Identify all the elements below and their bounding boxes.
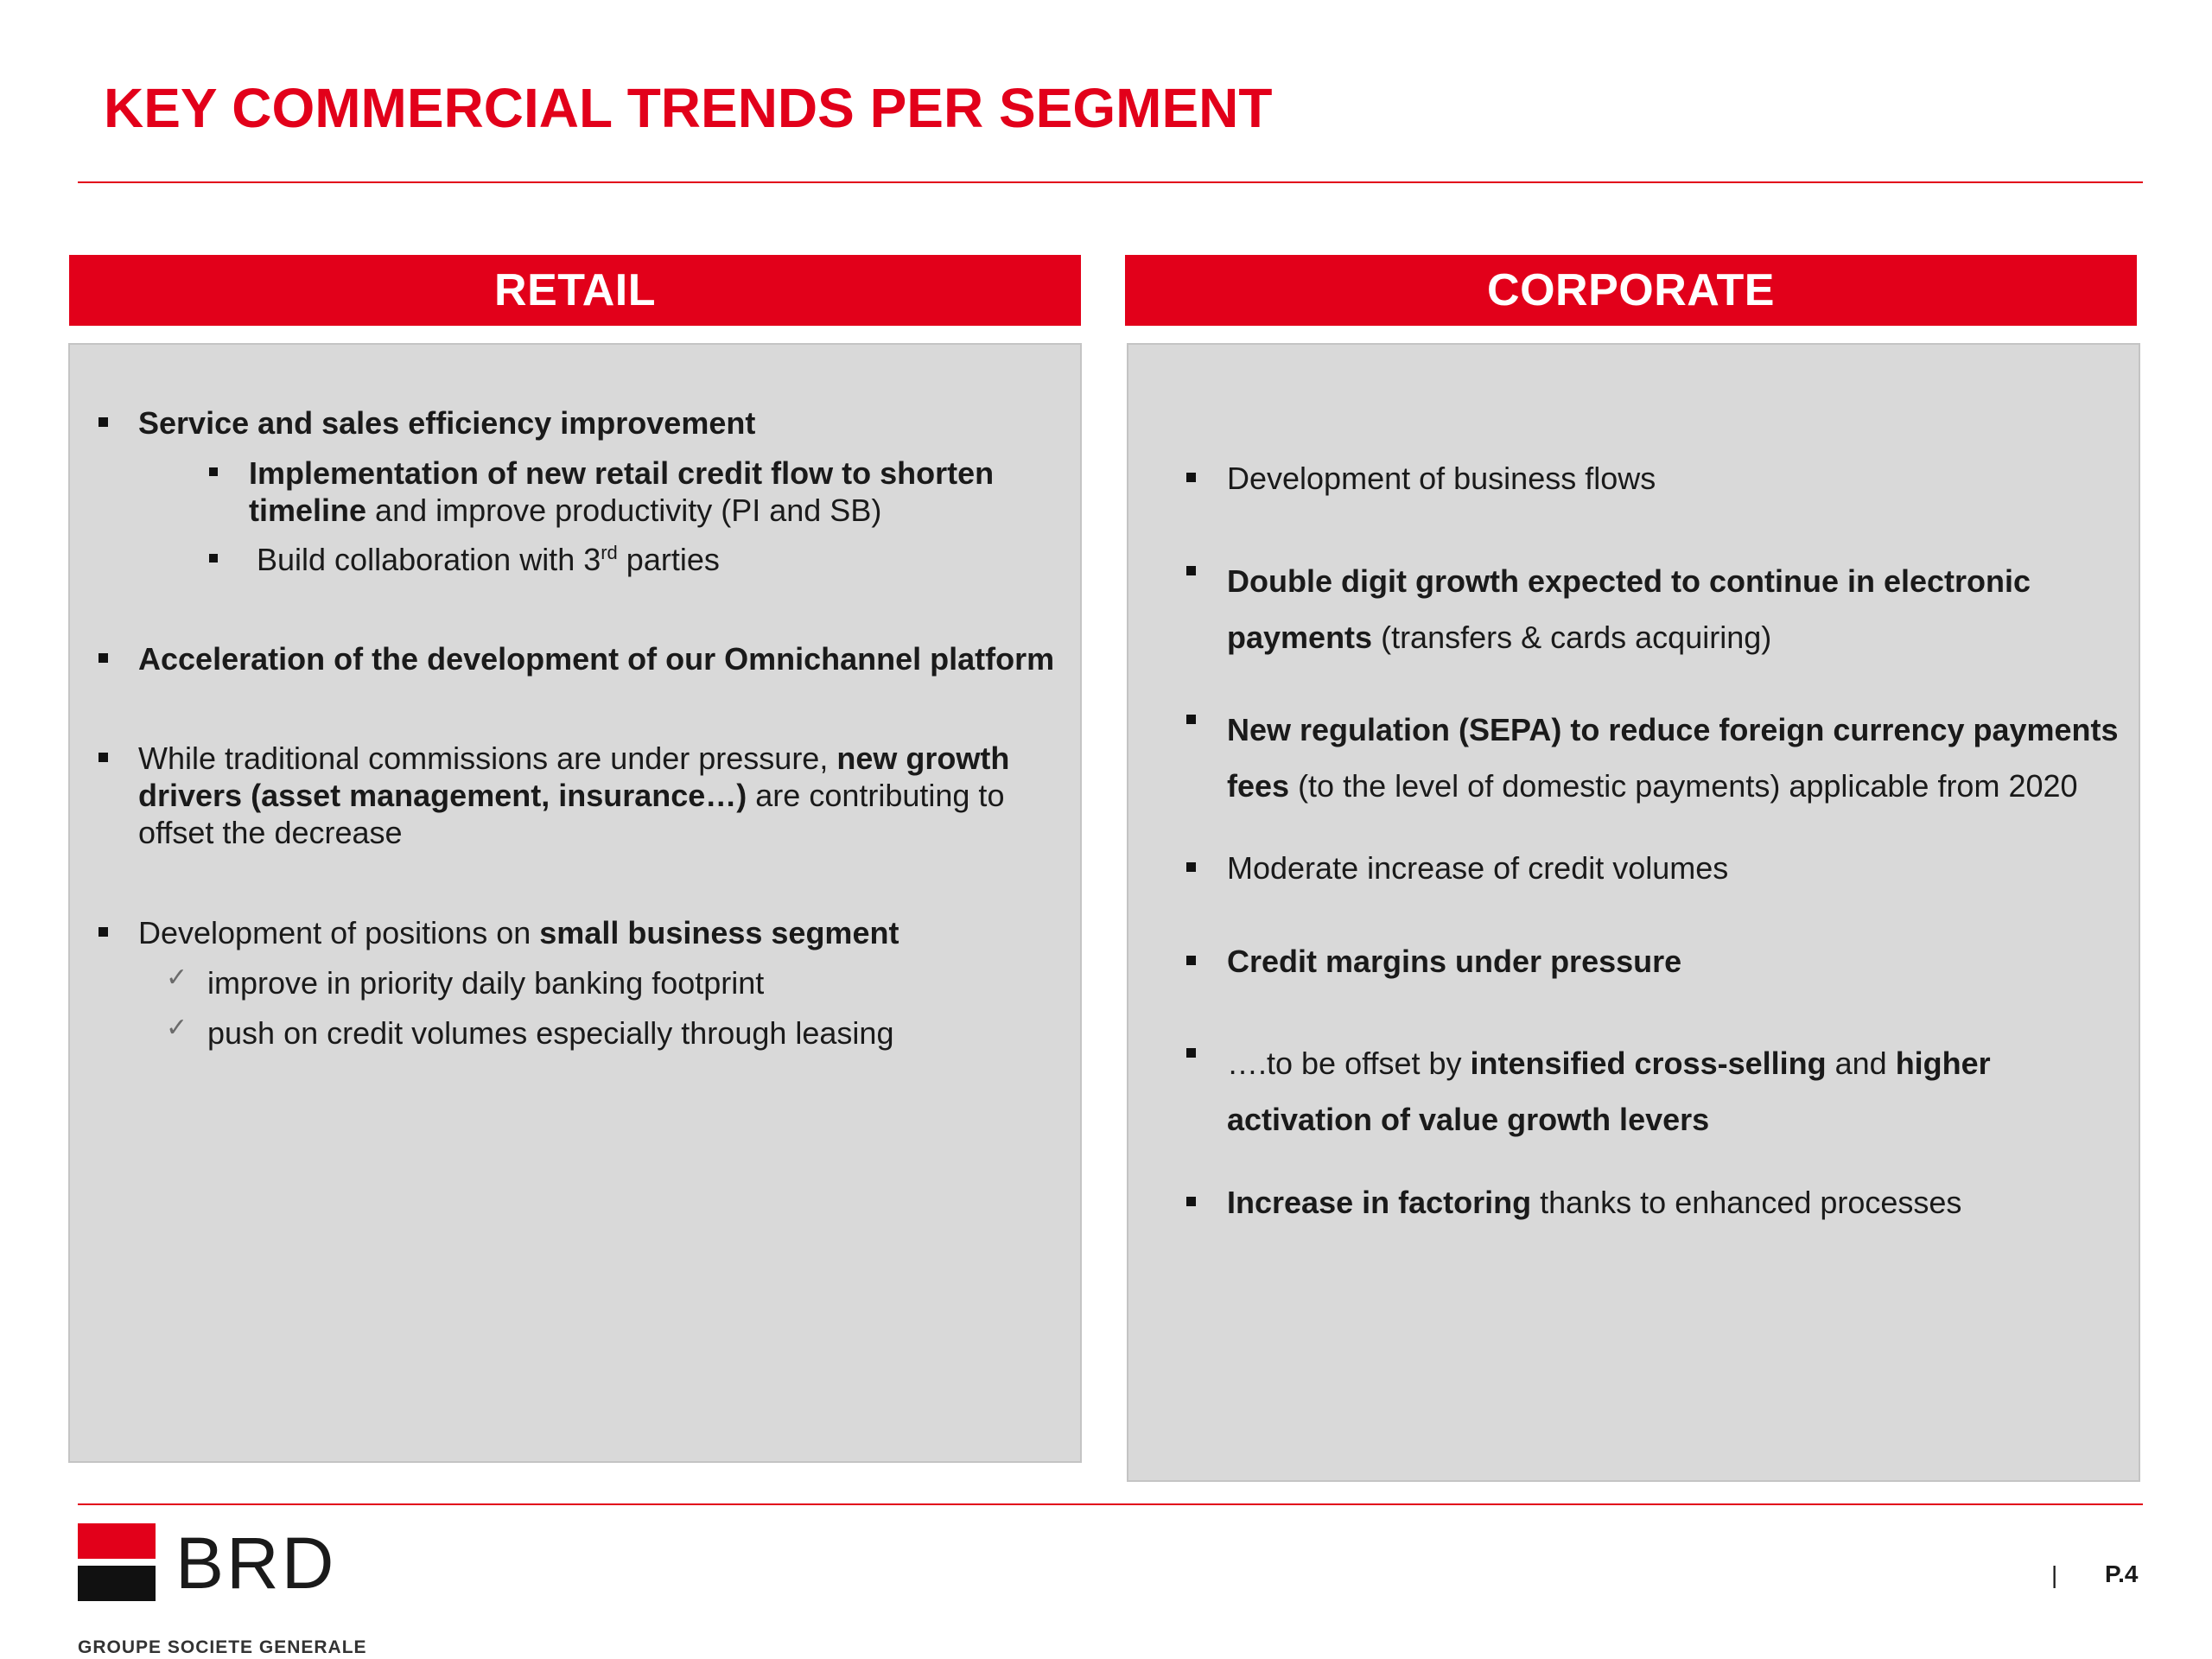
- checkmark-icon: ✓: [166, 1013, 188, 1043]
- retail-subbullet-2-pre: Build collaboration with 3: [257, 542, 601, 577]
- page-number: P.4: [2105, 1560, 2139, 1587]
- retail-bullet-4-pre: Development of positions on: [138, 915, 540, 950]
- square-bullet-icon: [1186, 473, 1196, 482]
- corporate-bullet-3: [1227, 702, 2119, 814]
- square-bullet-icon: [209, 467, 218, 476]
- corporate-bullet-6-bold2: higher: [1895, 1046, 1991, 1081]
- corporate-bullet-3-bold1: New regulation (SEPA) to reduce foreign currency payments: [1227, 712, 2119, 747]
- corporate-heading: CORPORATE: [1487, 265, 1775, 315]
- corporate-header: [1125, 255, 2137, 326]
- corporate-panel: [1127, 343, 2140, 1482]
- retail-subbullet-1-rest: and improve productivity (PI and SB): [366, 493, 882, 528]
- footer-divider: [78, 1503, 2143, 1505]
- square-bullet-icon: [99, 653, 108, 663]
- retail-bullet-3-bold2: drivers (asset management, insurance…): [138, 778, 747, 813]
- brd-logo-text: BRD: [175, 1522, 337, 1604]
- corporate-bullet-6: [1227, 1035, 1991, 1147]
- retail-subbullet-2: [257, 541, 720, 578]
- square-bullet-icon: [1186, 566, 1196, 575]
- corporate-bullet-6-mid: and: [1826, 1046, 1896, 1081]
- retail-bullet-2-text: Acceleration of the development of our Omnichannel platform: [138, 641, 1055, 677]
- page-separator: |: [2051, 1561, 2058, 1588]
- title-divider: [78, 181, 2143, 183]
- square-bullet-icon: [99, 927, 108, 937]
- retail-subbullet-2-sup: rd: [601, 542, 618, 563]
- corporate-bullet-3-rest: (to the level of domestic payments) applicable from 2020: [1289, 768, 2078, 804]
- retail-bullet-3-pre: While traditional commissions are under pressure,: [138, 741, 837, 776]
- retail-check-1: improve in priority daily banking footprint: [207, 965, 765, 1001]
- retail-subbullet-1: [249, 454, 994, 529]
- retail-bullet-1: [138, 404, 755, 442]
- square-bullet-icon: [1186, 715, 1196, 724]
- page-title: KEY COMMERCIAL TRENDS PER SEGMENT: [104, 77, 1273, 139]
- square-bullet-icon: [209, 554, 218, 563]
- square-bullet-icon: [99, 417, 108, 427]
- retail-bullet-3-post1: are contributing to: [747, 778, 1005, 813]
- retail-bullet-4-bold: small business segment: [539, 915, 899, 950]
- corporate-bullet-2-rest: (transfers & cards acquiring): [1372, 620, 1772, 655]
- retail-bullet-4: [138, 914, 899, 951]
- corporate-bullet-2-bold1: Double digit growth expected to continue in electronic: [1227, 563, 2031, 599]
- square-bullet-icon: [1186, 1048, 1196, 1058]
- corporate-bullet-6-bold1: intensified cross-selling: [1470, 1046, 1827, 1081]
- retail-check-2: push on credit volumes especially through leasing: [207, 1015, 894, 1051]
- square-bullet-icon: [1186, 862, 1196, 872]
- corporate-bullet-6-pre: ….to be offset by: [1227, 1046, 1471, 1081]
- corporate-bullet-7-rest: thanks to enhanced processes: [1531, 1185, 1962, 1220]
- corporate-bullet-3-bold2: fees: [1227, 768, 1290, 804]
- corporate-bullet-4: Moderate increase of credit volumes: [1227, 850, 1729, 886]
- corporate-bullet-7: [1227, 1184, 1961, 1221]
- corporate-bullet-2: [1227, 553, 2031, 665]
- checkmark-icon: ✓: [166, 963, 188, 993]
- corporate-bullet-5-text: Credit margins under pressure: [1227, 944, 1682, 979]
- corporate-bullet-6-bold3: activation of value growth levers: [1227, 1102, 1710, 1137]
- retail-subbullet-2-post: parties: [617, 542, 720, 577]
- retail-bullet-3: [138, 740, 1009, 851]
- retail-subbullet-1-bold2: timeline: [249, 493, 367, 528]
- square-bullet-icon: [1186, 1197, 1196, 1206]
- brd-logo-icon: [78, 1523, 156, 1601]
- retail-bullet-3-post2: offset the decrease: [138, 815, 403, 850]
- square-bullet-icon: [1186, 956, 1196, 965]
- square-bullet-icon: [99, 753, 108, 762]
- corporate-bullet-2-bold2: payments: [1227, 620, 1373, 655]
- retail-bullet-3-bold1: new growth: [836, 741, 1010, 776]
- retail-bullet-2: [138, 640, 1054, 677]
- corporate-bullet-7-bold: Increase in factoring: [1227, 1185, 1532, 1220]
- retail-header: [69, 255, 1081, 326]
- corporate-bullet-5: [1227, 943, 1681, 980]
- corporate-bullet-1: Development of business flows: [1227, 461, 1656, 496]
- retail-bullet-1-text: Service and sales efficiency improvement: [138, 405, 756, 441]
- retail-subbullet-1-bold: Implementation of new retail credit flow to shorten: [249, 455, 995, 491]
- group-name: GROUPE SOCIETE GENERALE: [78, 1637, 367, 1657]
- retail-heading: RETAIL: [494, 265, 656, 315]
